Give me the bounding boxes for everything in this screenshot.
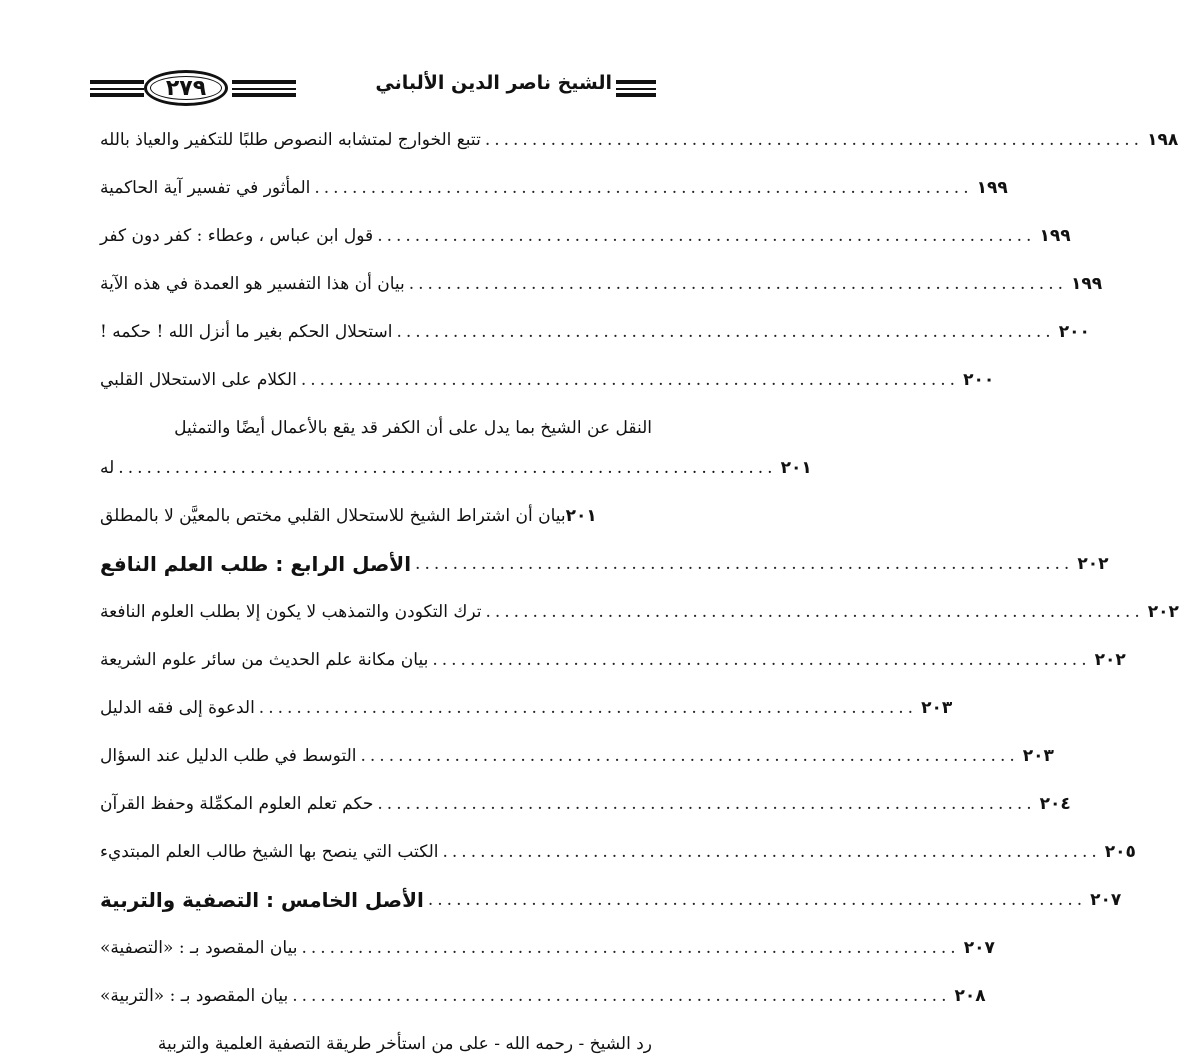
dot-leader: ...................................................................... <box>415 554 1074 574</box>
toc-entry <box>100 360 995 400</box>
toc-entry-page: ٢٠٧ <box>1090 890 1122 910</box>
toc-entry-page: ٢٠٢ <box>1147 602 1179 622</box>
toc-section-title: الأصل الرابع : طلب العلم النافع <box>100 552 412 576</box>
dot-leader: ...................................................................... <box>396 322 1055 342</box>
toc-entry <box>100 688 953 728</box>
toc-entry-page: ٢٠٠ <box>963 370 995 390</box>
toc-entry-title: التوسط في طلب الدليل عند السؤال <box>100 746 357 766</box>
toc-entry <box>100 640 1126 680</box>
toc-entry-page: ٢٠٥ <box>1104 842 1136 862</box>
toc-entry <box>100 496 652 536</box>
toc-entry-title: قول ابن عباس ، وعطاء : كفر دون كفر <box>100 226 374 246</box>
dot-leader: ...................................................................... <box>377 794 1036 814</box>
dot-leader: ...................................................................... <box>442 842 1101 862</box>
header-rule-left <box>90 80 144 98</box>
toc-entry-title-continued: له <box>100 458 115 478</box>
toc-entry-title: حكم تعلم العلوم المكمِّلة وحفظ القرآن <box>100 794 374 814</box>
toc-entry-page: ٢٠٣ <box>921 698 953 718</box>
dot-leader: ...................................................................... <box>301 938 960 958</box>
header-rule-right <box>616 80 656 98</box>
toc-entry-title: بيان المقصود بـ : «التصفية» <box>100 938 298 958</box>
toc-entry <box>100 264 1103 304</box>
page-header <box>90 64 656 114</box>
toc-entry-page: ١٩٩ <box>976 178 1008 198</box>
toc-entry-title: النقل عن الشيخ بما يدل على أن الكفر قد يقع بالأعمال أيضًا والتمثيل <box>174 418 652 438</box>
running-title: الشيخ ناصر الدين الألباني <box>375 72 612 94</box>
page-number: ٢٧٩ <box>165 75 207 101</box>
dot-leader: ...................................................................... <box>377 226 1036 246</box>
toc-entry-continuation <box>100 448 812 488</box>
toc-entry <box>100 216 1071 256</box>
toc-entry <box>100 976 986 1016</box>
toc-entry-page: ١٩٩ <box>1039 226 1071 246</box>
toc-entry-page: ٢٠٢ <box>1094 650 1126 670</box>
toc-entry-page: ٢٠١ <box>565 506 597 526</box>
toc-entry-title: الكتب التي ينصح بها الشيخ طالب العلم المبتديء <box>100 842 439 862</box>
toc-entry-title: استحلال الحكم بغير ما أنزل الله ! حكمه ! <box>100 322 393 342</box>
page-number-badge <box>144 70 228 106</box>
toc-entry-title: رد الشيخ - رحمه الله - على من استأخر طريقة التصفية العلمية والتربية <box>157 1034 652 1054</box>
dot-leader: ...................................................................... <box>408 274 1068 294</box>
toc-entry-page: ٢٠٤ <box>1039 794 1071 814</box>
toc-entry-title: الكلام على الاستحلال القلبي <box>100 370 297 390</box>
dot-leader: ...................................................................... <box>258 698 918 718</box>
toc-entry <box>100 928 995 968</box>
toc-entry-title: بيان مكانة علم الحديث من سائر علوم الشريعة <box>100 650 429 670</box>
toc-entry <box>100 120 1179 160</box>
dot-leader: ...................................................................... <box>432 650 1091 670</box>
dot-leader: ...................................................................... <box>360 746 1019 766</box>
dot-leader: ...................................................................... <box>292 986 951 1006</box>
toc-entry <box>100 1024 652 1064</box>
toc-entry <box>100 784 1071 824</box>
toc-entry-page: ١٩٨ <box>1147 130 1179 150</box>
toc-entry-page: ١٩٩ <box>1071 274 1103 294</box>
dot-leader: ...................................................................... <box>300 370 960 390</box>
toc-entry-title: الدعوة إلى فقه الدليل <box>100 698 255 718</box>
toc-entry-title: بيان أن اشتراط الشيخ للاستحلال القلبي مختص بالمعيَّن لا بالمطلق <box>100 506 566 526</box>
dot-leader: ...................................................................... <box>427 890 1087 910</box>
toc-entry-title: تتبع الخوارج لمتشابه النصوص طلبًا للتكفير والعياذ بالله <box>100 130 481 150</box>
toc-entry-page: ٢٠٧ <box>963 938 995 958</box>
toc-entry <box>100 408 652 448</box>
toc-entry-page: ٢٠٨ <box>954 986 986 1006</box>
toc-entry-page: ٢٠١ <box>780 458 812 478</box>
toc-section-title: الأصل الخامس : التصفية والتربية <box>100 888 424 912</box>
toc-entry <box>100 736 1054 776</box>
dot-leader: ...................................................................... <box>484 130 1144 150</box>
toc-entry-title: المأثور في تفسير آية الحاكمية <box>100 178 311 198</box>
dot-leader: ...................................................................... <box>314 178 973 198</box>
toc-entry <box>100 168 1008 208</box>
toc-entry-title: بيان أن هذا التفسير هو العمدة في هذه الآية <box>100 274 405 294</box>
toc-entry-title: بيان المقصود بـ : «التربية» <box>100 986 289 1006</box>
toc-entry <box>100 832 1136 872</box>
toc-entry-page: ٢٠٠ <box>1058 322 1090 342</box>
header-rule-middle <box>232 80 296 98</box>
toc-entry <box>100 592 1179 632</box>
toc-entry <box>100 312 1090 352</box>
toc-entry-page: ٢٠٣ <box>1022 746 1054 766</box>
toc-section-heading <box>100 880 1122 920</box>
toc-section-heading <box>100 544 1109 584</box>
dot-leader: ...................................................................... <box>118 458 777 478</box>
dot-leader: ...................................................................... <box>485 602 1144 622</box>
toc-entry-title: ترك التكودن والتمذهب لا يكون إلا بطلب العلوم النافعة <box>100 602 482 622</box>
toc-entry-page: ٢٠٢ <box>1077 554 1109 574</box>
